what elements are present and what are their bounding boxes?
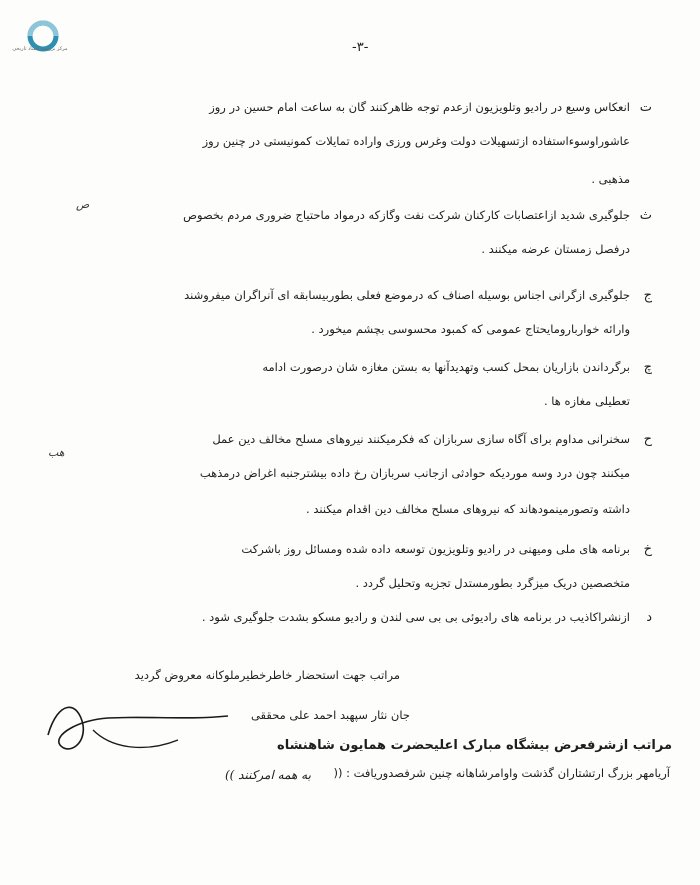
item-marker: خ xyxy=(643,542,652,557)
archive-logo xyxy=(8,18,78,58)
closing-line: مراتب جهت استحضار خاطرخطیرملوکانه معروض گردید xyxy=(134,668,400,682)
handwritten-note: هب xyxy=(48,446,65,459)
item-line: سخنرانی مداوم برای آگاه سازی سربازان که فکرمیکنند نیروهای مسلح مخالف دین عمل xyxy=(212,432,630,446)
handwritten-note: ص xyxy=(76,198,90,211)
item-marker: ج xyxy=(643,288,652,303)
decree-heading: مراتب ازشرفعرض بیشگاه مبارک اعلیحضرت همایون شاهنشاه xyxy=(277,738,672,753)
item-line: برگرداندن بازاریان بمحل کسب وتهدیدآنها به بستن مغازه شان درصورت ادامه xyxy=(262,360,630,374)
item-line: میکنند چون درد وسه موردیکه حوادثی ازجانب سربازان رخ داده بیشترجنبه اغراض درمذهب xyxy=(199,466,630,480)
item-line: انعکاس وسیع در رادیو وتلویزیون ازعدم توجه ظاهرکنند گان به ساعت امام حسین در روز xyxy=(209,100,630,114)
signature-icon xyxy=(38,690,238,770)
item-line: درفصل زمستان عرضه میکنند . xyxy=(481,242,630,256)
archive-logo-icon xyxy=(8,18,78,58)
decree-intro: آریامهر بزرگ ارتشتاران گذشت واوامرشاهانه چنین شرفصدوریافت : (( xyxy=(333,766,670,780)
item-line: جلوگیری شدید ازاعتصابات کارکنان شرکت نفت وگازکه درمواد ماحتیاج ضروری مردم بخصوص xyxy=(183,208,630,222)
item-line: ازنشراکاذیب در برنامه های رادیوئی بی بی سی لندن و رادیو مسکو بشدت جلوگیری شود . xyxy=(201,610,630,624)
item-line: مذهبی . xyxy=(591,172,630,186)
item-marker: ح xyxy=(643,432,652,447)
item-line: داشته وتصورمینمودهاند که نیروهای مسلح مخالف دین اقدام میکنند . xyxy=(306,502,630,516)
item-line: متخصصین دریک میزگرد بطورمستدل تجزیه وتحلیل گردد . xyxy=(355,576,630,590)
signer-name: جان نثار سپهبد احمد علی محققی xyxy=(250,708,410,722)
item-marker: ث xyxy=(639,208,652,223)
item-marker: چ xyxy=(643,360,652,375)
page-number: -٣- xyxy=(352,40,369,55)
item-line: برنامه های ملی ومیهنی در رادیو وتلویزیون توسعه داده شده ومسائل روز باشرکت xyxy=(241,542,630,556)
archive-logo-text: مرکز بررسی اسناد تاریخی xyxy=(12,46,68,52)
signature xyxy=(38,690,238,770)
item-line: عاشوراوسوءاستفاده ازتسهیلات دولت وغرس ورزی واراده تمایلات کمونیستی در چنین روز xyxy=(202,134,630,148)
item-line: وارائه خواربارومایحتاج عمومی که کمبود محسوسی بچشم میخورد . xyxy=(311,322,630,336)
item-line: جلوگیری ازگرانی اجناس بوسیله اصناف که درموضع فعلی بطوربیسابقه ای آنراگران میفروشند xyxy=(184,288,630,302)
item-marker: د xyxy=(646,610,652,625)
item-marker: ت xyxy=(639,100,652,115)
royal-decree-handwritten: به همه امرکنند )) xyxy=(225,768,311,782)
item-line: تعطیلی مغازه ها . xyxy=(543,394,630,408)
